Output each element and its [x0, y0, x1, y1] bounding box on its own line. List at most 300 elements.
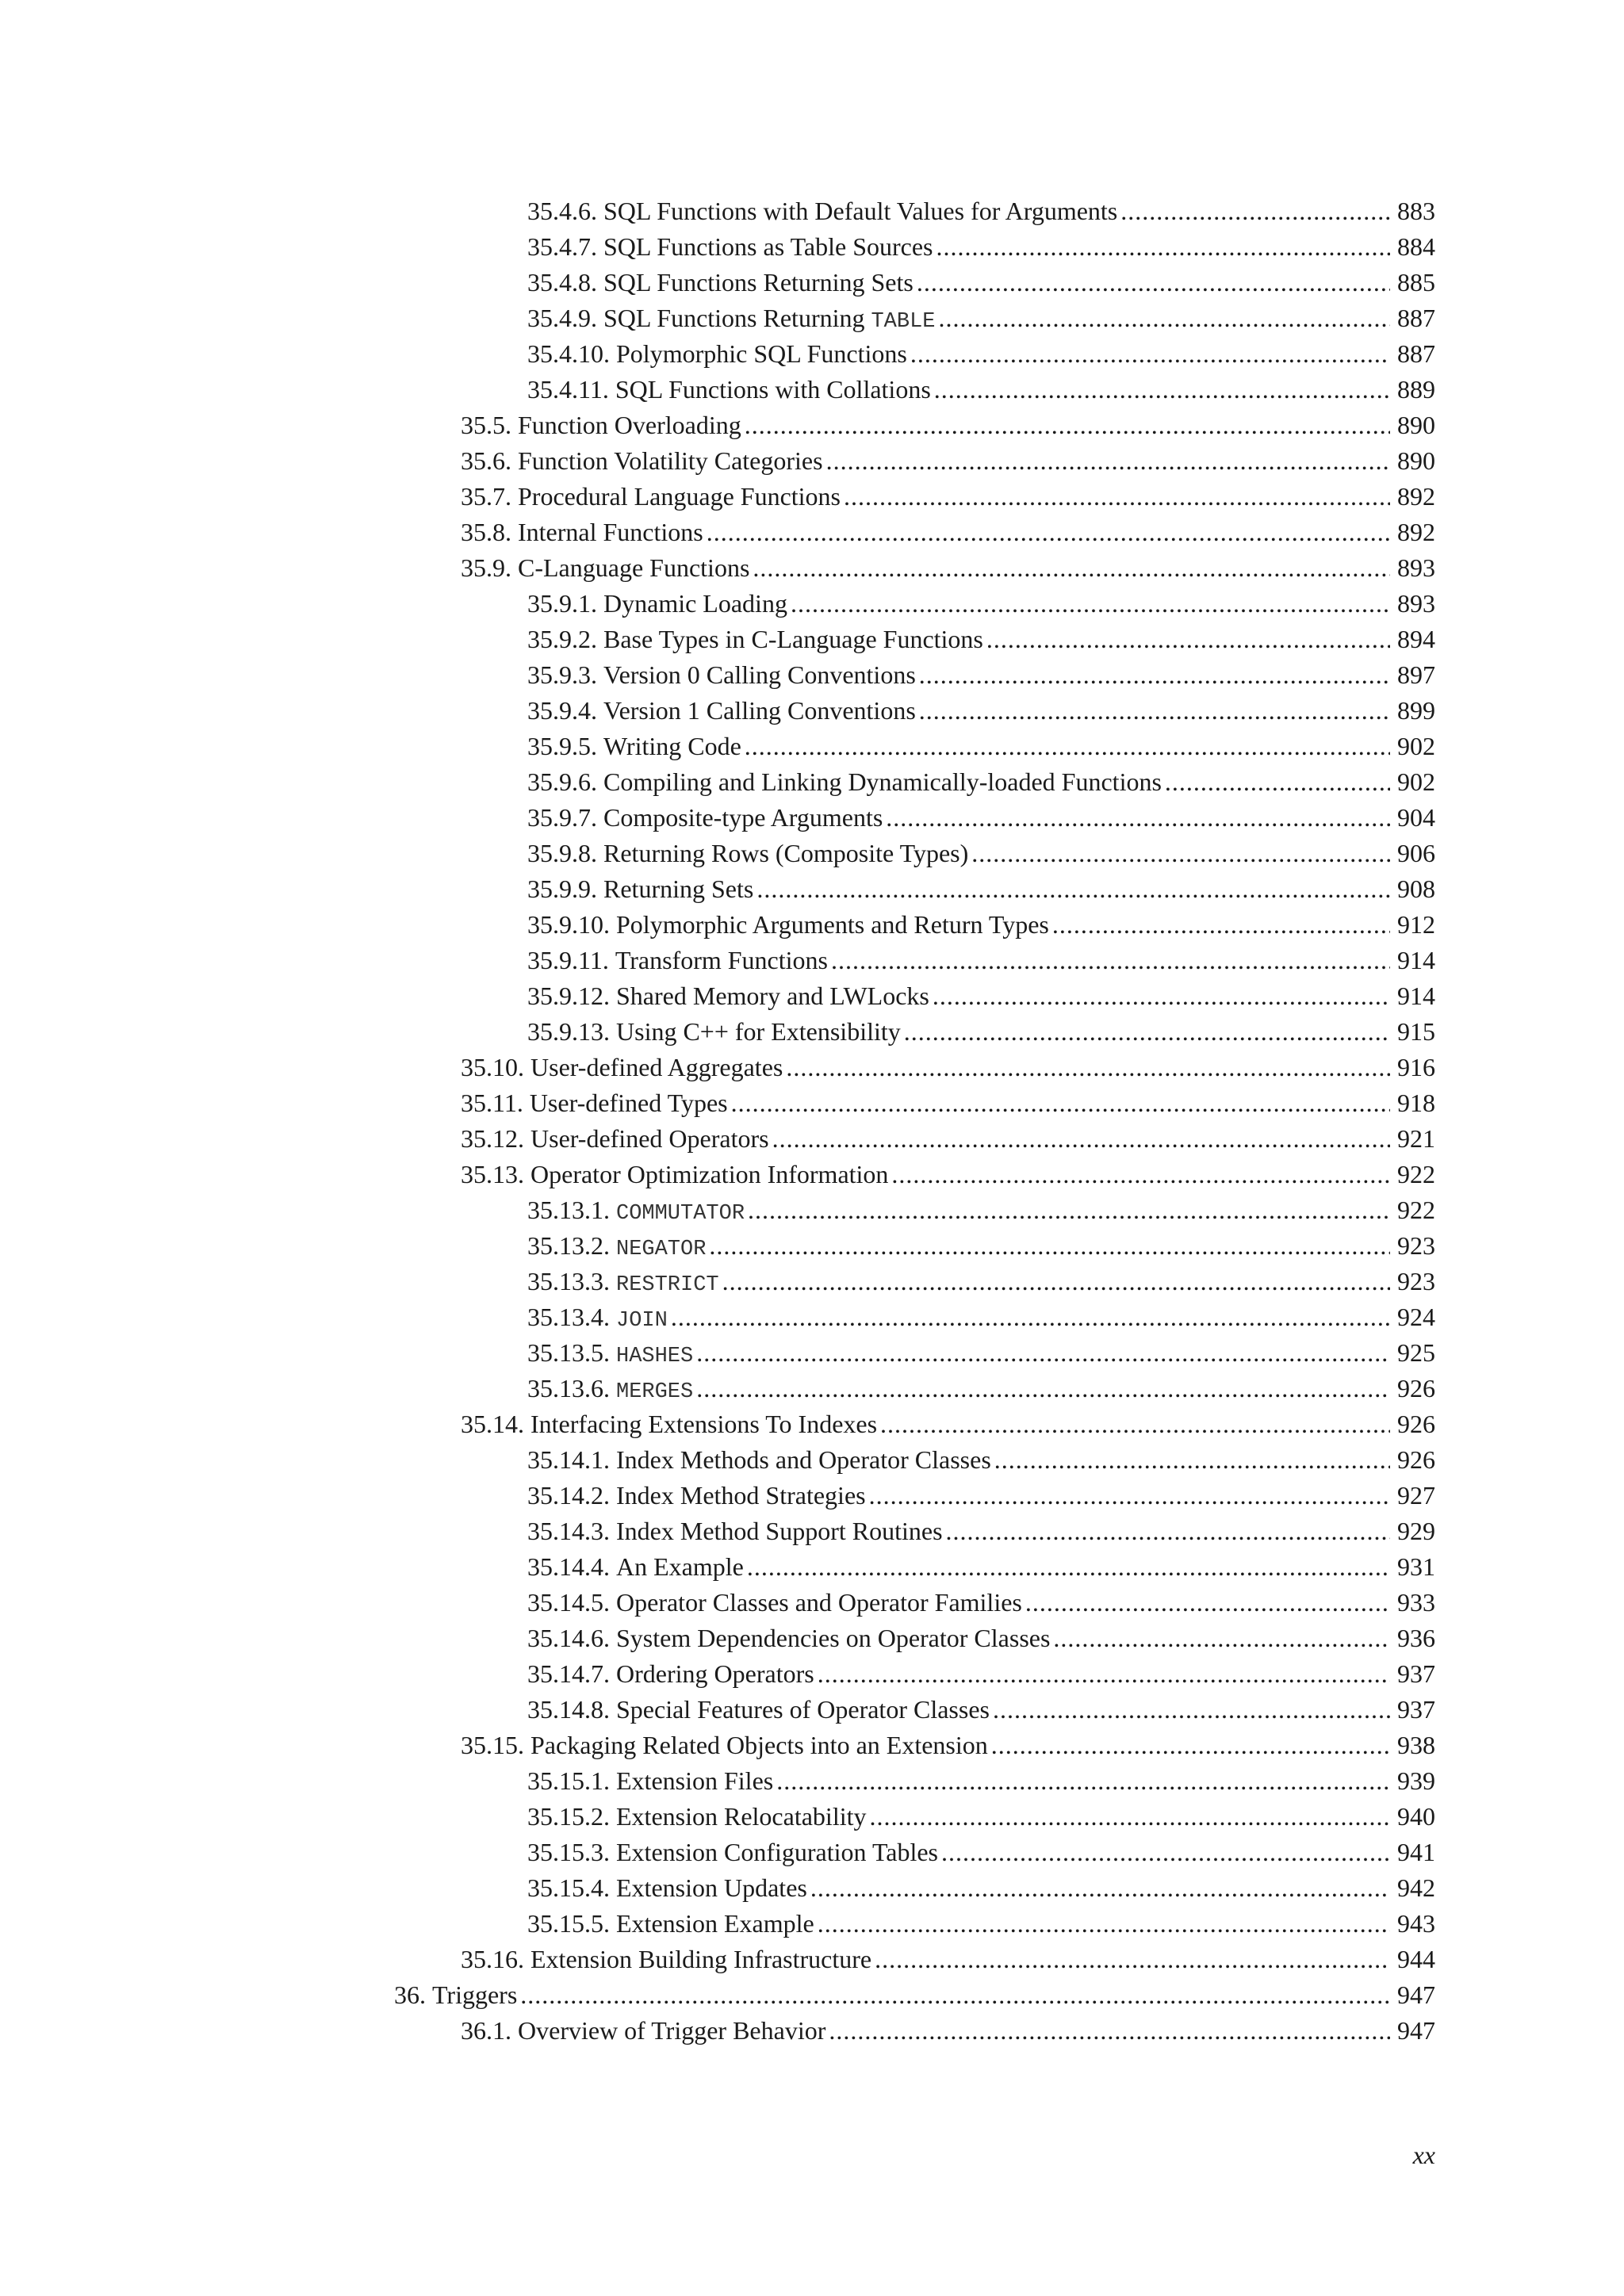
toc-entry-title-text: Extension Updates: [616, 1873, 807, 1902]
toc-entry-link[interactable]: [527, 978, 1624, 1014]
toc-entry-number: 35.15.2.: [527, 1802, 610, 1831]
toc-entry-title-text: Version 0 Calling Conventions: [603, 660, 916, 689]
toc-leader-dots: [939, 300, 1391, 336]
toc-entry-link[interactable]: [527, 193, 1624, 229]
toc-entry-title: [524, 1157, 888, 1192]
toc-entry-title-text: SQL Functions Returning Sets: [603, 268, 914, 297]
toc-entry-link[interactable]: [527, 693, 1624, 729]
toc-entry-title-text: Extension Example: [616, 1909, 814, 1938]
toc-entry-link[interactable]: [527, 1763, 1624, 1799]
toc-entry-link[interactable]: [527, 1513, 1624, 1549]
toc-entry-page: 938: [1397, 1731, 1435, 1759]
toc-entry-title: [610, 1799, 866, 1835]
toc-entry-title: [610, 1906, 814, 1942]
toc-entry: [0, 1157, 1624, 1192]
toc-entry: [0, 1264, 1624, 1299]
toc-entry-link[interactable]: [527, 1192, 1624, 1232]
toc-entry-title: [597, 871, 753, 907]
toc-leader-dots: [747, 1549, 1390, 1585]
toc-entry: [0, 1621, 1624, 1656]
toc-entry-title: [597, 729, 741, 764]
toc-entry-title-text: Composite-type Arguments: [603, 803, 883, 832]
toc-entry: [0, 729, 1624, 764]
toc-entry-number: 35.14.1.: [527, 1445, 610, 1474]
toc-entry-title: [524, 1406, 877, 1442]
toc-entry: [0, 657, 1624, 693]
toc-entry-link[interactable]: [527, 1906, 1624, 1942]
toc-leader-dots: [1165, 764, 1390, 800]
toc-entry-link[interactable]: [461, 408, 1624, 443]
toc-leader-dots: [933, 978, 1390, 1014]
toc-entry-page: 943: [1397, 1909, 1435, 1938]
toc-leader-dots: [791, 586, 1390, 622]
toc-entry-link[interactable]: [527, 1692, 1624, 1728]
toc-leader-dots: [991, 1728, 1390, 1763]
toc-entry-link[interactable]: [527, 836, 1624, 871]
toc-entry-link[interactable]: [527, 265, 1624, 300]
toc-entry-link[interactable]: [527, 871, 1624, 907]
toc-entry-number: 35.16.: [461, 1945, 524, 1973]
toc-entry-title: [610, 1549, 744, 1585]
toc-entry-link[interactable]: [461, 1406, 1624, 1442]
toc-entry-title-text: User-defined Operators: [530, 1124, 769, 1153]
toc-entry-page: 921: [1397, 1124, 1435, 1153]
toc-entry-title: [524, 1728, 988, 1763]
toc-entry-number: 35.10.: [461, 1053, 524, 1081]
toc-entry-link[interactable]: [527, 800, 1624, 836]
toc-entry-page: 892: [1397, 518, 1435, 546]
toc-entry-link[interactable]: [527, 1835, 1624, 1870]
toc-entry: [0, 764, 1624, 800]
toc-entry-title: [609, 372, 931, 408]
toc-entry-code-literal: NEGATOR: [616, 1238, 707, 1261]
toc-entry-title-text: Function Volatility Categories: [518, 446, 823, 475]
toc-entry-page: 890: [1397, 446, 1435, 475]
toc-entry-title: [523, 1085, 728, 1121]
toc-entry-title: [610, 1478, 866, 1513]
toc-entry-link[interactable]: [527, 586, 1624, 622]
toc-entry-link[interactable]: [527, 1014, 1624, 1050]
toc-entry-page: 933: [1397, 1588, 1435, 1617]
table-of-contents: [0, 193, 1624, 2049]
toc-entry-number: 35.9.6.: [527, 767, 597, 796]
toc-entry-title-text: Shared Memory and LWLocks: [616, 982, 929, 1010]
toc-entry-number: 35.14.8.: [527, 1695, 610, 1724]
toc-entry-link[interactable]: [527, 1870, 1624, 1906]
toc-entry-title: [610, 1513, 943, 1549]
toc-entry-title-text: An Example: [616, 1552, 744, 1581]
toc-entry-page: 884: [1397, 232, 1435, 261]
toc-entry: [0, 229, 1624, 265]
toc-entry: [0, 515, 1624, 550]
toc-entry-title-text: SQL Functions with Collations: [615, 375, 931, 404]
toc-entry-page: 893: [1397, 553, 1435, 582]
toc-entry-title: [597, 229, 933, 265]
toc-leader-dots: [919, 693, 1390, 729]
toc-entry-number: 35.15.1.: [527, 1766, 610, 1795]
toc-leader-dots: [671, 1299, 1390, 1335]
toc-entry-number: 35.9.5.: [527, 732, 597, 760]
toc-entry-link[interactable]: [461, 1121, 1624, 1157]
toc-entry-page: 926: [1397, 1410, 1435, 1438]
toc-entry-number: 36.1.: [461, 2016, 511, 2045]
toc-entry: [0, 1406, 1624, 1442]
toc-entry-title: [524, 1050, 783, 1085]
toc-entry-number: 35.14.: [461, 1410, 524, 1438]
toc-entry-title-text: Index Method Support Routines: [616, 1517, 943, 1545]
toc-leader-dots: [753, 550, 1390, 586]
toc-entry-number: 35.13.3.: [527, 1267, 610, 1295]
toc-leader-dots: [776, 1763, 1390, 1799]
toc-entry-number: 35.12.: [461, 1124, 524, 1153]
toc-leader-dots: [786, 1050, 1390, 1085]
toc-leader-dots: [994, 1442, 1390, 1478]
toc-leader-dots: [910, 336, 1390, 372]
toc-entry-page: 940: [1397, 1802, 1435, 1831]
toc-entry-number: 35.15.4.: [527, 1873, 610, 1902]
toc-entry-number: 35.14.5.: [527, 1588, 610, 1617]
toc-entry-title: [610, 1442, 991, 1478]
toc-entry-title-text: Overview of Trigger Behavior: [518, 2016, 826, 2045]
toc-entry-page: 918: [1397, 1089, 1435, 1117]
toc-entry-title: [610, 1264, 719, 1303]
toc-entry-title: [610, 1335, 693, 1375]
toc-entry: [0, 265, 1624, 300]
toc-entry-number: 35.13.4.: [527, 1303, 610, 1331]
toc-entry-title: [610, 1228, 706, 1268]
toc-leader-dots: [745, 729, 1390, 764]
toc-entry-link[interactable]: [394, 1977, 1624, 2013]
toc-entry-page: 889: [1397, 375, 1435, 404]
toc-entry-title-text: Interfacing Extensions To Indexes: [530, 1410, 878, 1438]
toc-entry: [0, 1728, 1624, 1763]
toc-entry-number: 35.4.8.: [527, 268, 597, 297]
toc-entry-title: [426, 1977, 517, 2013]
toc-entry-title-text: C-Language Functions: [518, 553, 750, 582]
toc-entry-title-text: Extension Building Infrastructure: [530, 1945, 872, 1973]
toc-leader-dots: [722, 1264, 1390, 1299]
toc-entry: [0, 907, 1624, 943]
toc-entry-number: 35.13.2.: [527, 1231, 610, 1260]
toc-entry-link[interactable]: [527, 229, 1624, 265]
toc-entry-link[interactable]: [461, 1050, 1624, 1085]
toc-entry-link[interactable]: [527, 1478, 1624, 1513]
toc-entry-title-text: Index Methods and Operator Classes: [616, 1445, 991, 1474]
toc-leader-dots: [696, 1335, 1390, 1371]
toc-entry-link[interactable]: [527, 1335, 1624, 1375]
toc-entry-code-literal: RESTRICT: [616, 1273, 719, 1297]
toc-entry: [0, 1478, 1624, 1513]
toc-leader-dots: [917, 265, 1390, 300]
toc-entry-title-text: Operator Classes and Operator Families: [616, 1588, 1022, 1617]
toc-entry-link[interactable]: [527, 1264, 1624, 1303]
toc-entry: [0, 943, 1624, 978]
toc-leader-dots: [869, 1799, 1390, 1835]
toc-entry-code-literal: HASHES: [616, 1345, 694, 1368]
toc-entry-number: 35.13.5.: [527, 1338, 610, 1367]
toc-entry-title-text: Index Method Strategies: [616, 1481, 866, 1510]
toc-leader-dots: [1025, 1585, 1390, 1621]
toc-entry: [0, 479, 1624, 515]
toc-entry: [0, 693, 1624, 729]
toc-entry-number: 35.14.6.: [527, 1624, 610, 1652]
toc-entry: [0, 1014, 1624, 1050]
toc-leader-dots: [891, 1157, 1390, 1192]
toc-leader-dots: [829, 2013, 1390, 2049]
toc-entry-number: 35.14.3.: [527, 1517, 610, 1545]
toc-entry-title: [597, 586, 787, 622]
toc-entry-link[interactable]: [527, 1585, 1624, 1621]
toc-entry-page: 902: [1397, 767, 1435, 796]
toc-leader-dots: [756, 871, 1390, 907]
toc-entry-link[interactable]: [461, 550, 1624, 586]
toc-entry-title: [511, 2013, 825, 2049]
toc-entry-title-text: User-defined Aggregates: [530, 1053, 783, 1081]
toc-entry: [0, 1513, 1624, 1549]
toc-entry-link[interactable]: [527, 943, 1624, 978]
toc-entry-title-text: Compiling and Linking Dynamically-loaded Functions: [603, 767, 1162, 796]
toc-entry-title: [610, 1621, 1050, 1656]
toc-entry: [0, 1335, 1624, 1371]
toc-entry-link[interactable]: [461, 515, 1624, 550]
toc-entry-page: 916: [1397, 1053, 1435, 1081]
toc-entry-title-text: Ordering Operators: [616, 1659, 814, 1688]
toc-entry-title-text: System Dependencies on Operator Classes: [616, 1624, 1051, 1652]
toc-entry-title: [597, 193, 1117, 229]
toc-entry: [0, 408, 1624, 443]
toc-leader-dots: [941, 1835, 1390, 1870]
toc-entry: [0, 550, 1624, 586]
toc-entry-number: 35.6.: [461, 446, 511, 475]
toc-entry-title: [597, 800, 883, 836]
toc-entry-title: [597, 657, 916, 693]
toc-entry-title-text: Extension Relocatability: [616, 1802, 867, 1831]
toc-entry-title: [610, 907, 1049, 943]
toc-entry-link[interactable]: [527, 1799, 1624, 1835]
toc-leader-dots: [880, 1406, 1390, 1442]
toc-entry-link[interactable]: [461, 2013, 1624, 2049]
toc-entry-page: 927: [1397, 1481, 1435, 1510]
toc-entry-title: [597, 300, 936, 340]
toc-entry-page: 902: [1397, 732, 1435, 760]
toc-leader-dots: [993, 1692, 1390, 1728]
toc-entry: [0, 1299, 1624, 1335]
toc-entry-page: 894: [1397, 625, 1435, 653]
toc-entry: [0, 336, 1624, 372]
toc-entry-link[interactable]: [527, 1228, 1624, 1268]
toc-entry-number: 35.8.: [461, 518, 511, 546]
toc-entry-page: 923: [1397, 1231, 1435, 1260]
toc-entry-title-text: Operator Optimization Information: [530, 1160, 889, 1188]
toc-entry-number: 35.9.12.: [527, 982, 610, 1010]
toc-entry-number: 35.5.: [461, 411, 511, 439]
toc-leader-dots: [707, 515, 1390, 550]
toc-entry-link[interactable]: [527, 1442, 1624, 1478]
toc-leader-dots: [731, 1085, 1390, 1121]
toc-entry-number: 35.14.4.: [527, 1552, 610, 1581]
toc-entry-number: 35.9.9.: [527, 874, 597, 903]
toc-entry: [0, 1442, 1624, 1478]
toc-entry: [0, 800, 1624, 836]
toc-entry-title-text: Version 1 Calling Conventions: [603, 696, 916, 725]
toc-entry-number: 35.13.: [461, 1160, 524, 1188]
toc-entry-link[interactable]: [461, 1942, 1624, 1977]
toc-entry: [0, 1549, 1624, 1585]
toc-entry-title-text: SQL Functions Returning: [603, 304, 871, 332]
toc-leader-dots: [818, 1656, 1390, 1692]
toc-entry-title: [511, 515, 703, 550]
toc-entry-page: 925: [1397, 1338, 1435, 1367]
toc-entry-title: [610, 1192, 745, 1232]
toc-entry-number: 35.15.5.: [527, 1909, 610, 1938]
toc-entry-link[interactable]: [461, 1157, 1624, 1192]
page-number: xx: [1412, 2141, 1435, 2169]
toc-leader-dots: [745, 408, 1390, 443]
toc-entry-title: [610, 1371, 693, 1410]
toc-entry-link[interactable]: [527, 764, 1624, 800]
toc-entry-page: 929: [1397, 1517, 1435, 1545]
toc-entry-title: [610, 1763, 773, 1799]
toc-leader-dots: [1120, 193, 1390, 229]
toc-entry-page: 904: [1397, 803, 1435, 832]
toc-entry: [0, 300, 1624, 336]
toc-entry-number: 35.9.8.: [527, 839, 597, 867]
toc-entry: [0, 443, 1624, 479]
toc-entry-title: [597, 265, 914, 300]
toc-entry-title-text: Base Types in C-Language Functions: [603, 625, 983, 653]
toc-entry-page: 941: [1397, 1838, 1435, 1866]
toc-entry-title-text: Returning Sets: [603, 874, 754, 903]
toc-entry-title: [610, 1835, 938, 1870]
toc-entry-link[interactable]: [527, 622, 1624, 657]
toc-entry-link[interactable]: [527, 657, 1624, 693]
toc-entry-link[interactable]: [461, 1728, 1624, 1763]
toc-entry-link[interactable]: [527, 372, 1624, 408]
toc-entry-link[interactable]: [527, 1299, 1624, 1339]
toc-entry-link[interactable]: [527, 1656, 1624, 1692]
toc-entry: [0, 1835, 1624, 1870]
toc-entry-title: [511, 408, 741, 443]
toc-entry-page: 942: [1397, 1873, 1435, 1902]
toc-leader-dots: [936, 229, 1391, 265]
toc-entry-page: 893: [1397, 589, 1435, 618]
toc-entry-number: 35.9.: [461, 553, 511, 582]
toc-entry-link[interactable]: [461, 443, 1624, 479]
toc-entry-page: 926: [1397, 1374, 1435, 1402]
toc-entry-page: 885: [1397, 268, 1435, 297]
toc-leader-dots: [869, 1478, 1390, 1513]
toc-entry-title: [610, 1585, 1022, 1621]
toc-entry-page: 883: [1397, 197, 1435, 225]
toc-entry-page: 899: [1397, 696, 1435, 725]
toc-entry: [0, 836, 1624, 871]
toc-entry-page: 908: [1397, 874, 1435, 903]
toc-entry-title: [610, 1014, 901, 1050]
toc-entry-title: [511, 479, 841, 515]
toc-entry-number: 36.: [394, 1980, 426, 2009]
toc-leader-dots: [934, 372, 1390, 408]
toc-entry: [0, 1942, 1624, 1977]
toc-leader-dots: [886, 800, 1390, 836]
toc-entry-link[interactable]: [527, 1549, 1624, 1585]
toc-entry-number: 35.9.13.: [527, 1017, 610, 1046]
toc-entry-title: [597, 622, 983, 657]
toc-leader-dots: [818, 1906, 1390, 1942]
toc-entry-link[interactable]: [527, 1621, 1624, 1656]
toc-entry-title-text: SQL Functions with Default Values for Arguments: [603, 197, 1118, 225]
toc-leader-dots: [772, 1121, 1390, 1157]
toc-leader-dots: [1053, 1621, 1390, 1656]
toc-entry-title: [610, 1692, 990, 1728]
toc-entry: [0, 1656, 1624, 1692]
toc-leader-dots: [986, 622, 1390, 657]
toc-entry: [0, 1906, 1624, 1942]
toc-entry-page: 922: [1397, 1196, 1435, 1224]
toc-entry: [0, 1085, 1624, 1121]
toc-entry-title: [610, 336, 907, 372]
toc-entry-link[interactable]: [527, 907, 1624, 943]
toc-leader-dots: [709, 1228, 1390, 1264]
toc-entry-title-text: Dynamic Loading: [603, 589, 787, 618]
toc-entry-title: [511, 443, 823, 479]
toc-entry: [0, 1050, 1624, 1085]
toc-entry-title: [597, 836, 968, 871]
toc-entry: [0, 1585, 1624, 1621]
toc-entry-title-text: Triggers: [432, 1980, 518, 2009]
toc-entry-number: 35.13.6.: [527, 1374, 610, 1402]
toc-entry: [0, 1977, 1624, 2013]
toc-entry-page: 947: [1397, 2016, 1435, 2045]
toc-entry-title-text: User-defined Types: [529, 1089, 728, 1117]
toc-entry: [0, 1121, 1624, 1157]
toc-entry-page: 897: [1397, 660, 1435, 689]
toc-entry-title-text: Writing Code: [603, 732, 741, 760]
toc-entry-title: [524, 1942, 871, 1977]
toc-entry-page: 887: [1397, 339, 1435, 368]
toc-entry-title-text: Function Overloading: [518, 411, 741, 439]
toc-entry-link[interactable]: [461, 479, 1624, 515]
toc-entry-number: 35.4.9.: [527, 304, 597, 332]
toc-entry-number: 35.4.7.: [527, 232, 597, 261]
toc-entry-title-text: Transform Functions: [615, 946, 828, 974]
toc-entry-number: 35.4.6.: [527, 197, 597, 225]
toc-entry-title: [597, 764, 1162, 800]
toc-entry: [0, 1799, 1624, 1835]
toc-entry-link[interactable]: [527, 300, 1624, 340]
toc-entry-title-text: SQL Functions as Table Sources: [603, 232, 933, 261]
toc-entry-title-text: Special Features of Operator Classes: [616, 1695, 990, 1724]
toc-entry-number: 35.4.10.: [527, 339, 610, 368]
toc-entry-page: 890: [1397, 411, 1435, 439]
toc-entry-page: 914: [1397, 946, 1435, 974]
toc-entry-title: [524, 1121, 769, 1157]
toc-entry-link[interactable]: [527, 336, 1624, 372]
toc-entry: [0, 871, 1624, 907]
toc-entry-page: 912: [1397, 910, 1435, 939]
toc-entry-page: 922: [1397, 1160, 1435, 1188]
toc-entry-number: 35.9.1.: [527, 589, 597, 618]
toc-entry-link[interactable]: [527, 729, 1624, 764]
toc-entry-link[interactable]: [461, 1085, 1624, 1121]
toc-entry-title: [597, 693, 916, 729]
toc-entry-title-text: Internal Functions: [518, 518, 703, 546]
toc-entry-title-text: Polymorphic SQL Functions: [616, 339, 907, 368]
toc-entry-title: [610, 1656, 814, 1692]
toc-leader-dots: [904, 1014, 1390, 1050]
toc-entry: [0, 193, 1624, 229]
toc-entry-link[interactable]: [527, 1371, 1624, 1410]
toc-entry-number: 35.9.4.: [527, 696, 597, 725]
